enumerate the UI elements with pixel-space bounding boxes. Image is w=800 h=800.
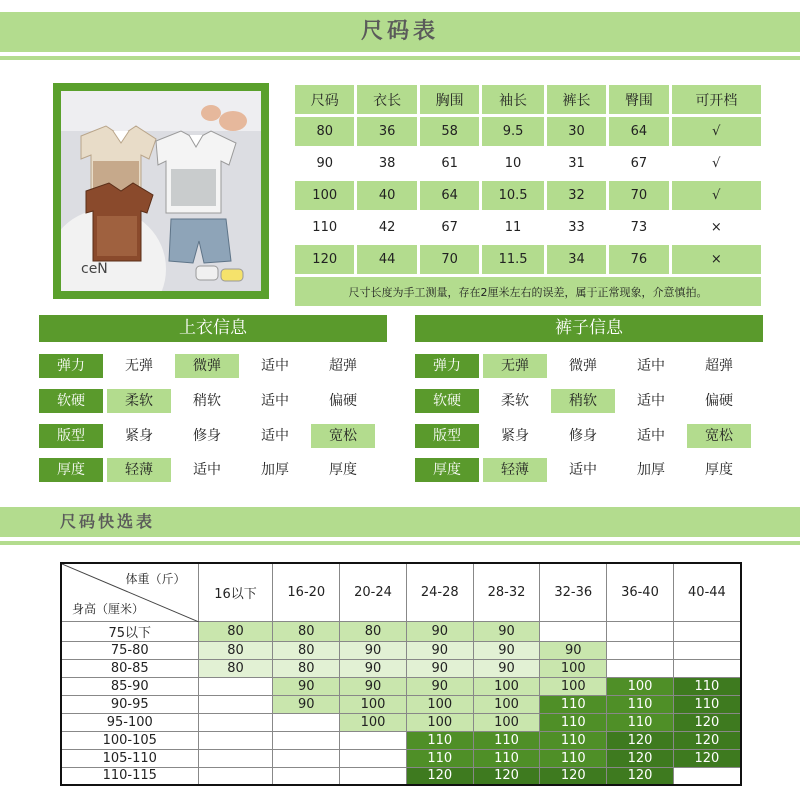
height-row-label: 90-95 (61, 695, 198, 713)
size-table (292, 82, 764, 309)
size-recommendation-cell: 100 (340, 695, 407, 713)
size-recommendation-cell: 90 (406, 621, 473, 641)
size-recommendation-cell: 90 (473, 641, 540, 659)
size-recommendation-cell (273, 731, 340, 749)
size-table-cell: 36 (357, 117, 416, 146)
attribute-option: 紧身 (125, 428, 153, 444)
size-recommendation-cell (198, 713, 273, 731)
size-recommendation-cell (198, 695, 273, 713)
size-table-cell: 58 (420, 117, 479, 146)
attribute-option: 适中 (261, 393, 289, 409)
size-table-cell: 34 (547, 245, 606, 274)
height-row-label: 75-80 (61, 641, 198, 659)
attribute-option: 厚度 (329, 462, 357, 478)
size-recommendation-cell: 100 (540, 659, 607, 677)
size-table-cell: 120 (295, 245, 354, 274)
size-table-cell: 70 (420, 245, 479, 274)
size-table-header-cell: 袖长 (482, 85, 543, 114)
size-recommendation-cell: 120 (673, 731, 741, 749)
top-info-row (39, 458, 375, 482)
quick-select-row (61, 767, 741, 785)
size-recommendation-cell: 110 (540, 731, 607, 749)
attribute-label: 弹力 (415, 354, 479, 378)
attribute-option: 无弹 (483, 354, 547, 378)
height-row-label: 95-100 (61, 713, 198, 731)
pants-info-title: 裤子信息 (415, 315, 763, 342)
size-recommendation-cell: 100 (473, 713, 540, 731)
attribute-option: 适中 (637, 358, 665, 374)
size-table-cell: 76 (609, 245, 668, 274)
height-row-label: 100-105 (61, 731, 198, 749)
size-recommendation-cell (607, 621, 674, 641)
quick-select-corner (61, 563, 198, 621)
pants-info-row (415, 458, 751, 482)
quick-select-row (61, 749, 741, 767)
attribute-option: 修身 (193, 428, 221, 444)
pants-info-row (415, 389, 751, 413)
size-recommendation-cell: 110 (540, 749, 607, 767)
size-recommendation-cell: 80 (273, 621, 340, 641)
attribute-option: 超弹 (705, 358, 733, 374)
size-recommendation-cell: 110 (406, 749, 473, 767)
size-table-cell: 64 (609, 117, 668, 146)
size-recommendation-cell: 90 (406, 641, 473, 659)
title-underline (0, 56, 800, 60)
quick-select-table (60, 562, 742, 786)
attribute-option: 无弹 (125, 358, 153, 374)
size-table-cell: 40 (357, 181, 416, 210)
size-recommendation-cell: 80 (198, 621, 273, 641)
size-recommendation-cell: 90 (273, 695, 340, 713)
size-recommendation-cell (273, 713, 340, 731)
size-table-cell: 42 (357, 213, 416, 242)
attribute-option: 轻薄 (107, 458, 171, 482)
size-table-header-cell: 可开档 (672, 85, 761, 114)
size-table-cell: 70 (609, 181, 668, 210)
size-recommendation-cell: 100 (473, 695, 540, 713)
size-table-cell: 32 (547, 181, 606, 210)
weight-column-header: 40-44 (673, 563, 741, 621)
size-table-cell: 44 (357, 245, 416, 274)
size-table-header-cell: 胸围 (420, 85, 479, 114)
size-recommendation-cell (273, 749, 340, 767)
size-table-row (295, 181, 761, 210)
size-recommendation-cell: 110 (406, 731, 473, 749)
size-recommendation-cell: 110 (673, 677, 741, 695)
size-recommendation-cell: 100 (473, 677, 540, 695)
size-table-cell: 67 (609, 149, 668, 178)
size-table-cell: 10.5 (482, 181, 543, 210)
height-axis-label: 身高（厘米） (72, 601, 145, 616)
size-recommendation-cell: 90 (340, 677, 407, 695)
attribute-option: 加厚 (637, 462, 665, 478)
size-recommendation-cell (673, 767, 741, 785)
attribute-option: 微弹 (569, 358, 597, 374)
attribute-option: 宽松 (687, 424, 751, 448)
size-table-cell: 110 (295, 213, 354, 242)
size-recommendation-cell: 120 (473, 767, 540, 785)
attribute-option: 适中 (261, 358, 289, 374)
size-recommendation-cell: 90 (273, 677, 340, 695)
size-recommendation-cell (340, 767, 407, 785)
size-table-note: 尺寸长度为手工测量，存在2厘米左右的误差，属于正常现象，介意慎拍。 (295, 277, 761, 306)
size-recommendation-cell: 110 (673, 695, 741, 713)
size-recommendation-cell: 120 (540, 767, 607, 785)
attribute-option: 宽松 (311, 424, 375, 448)
size-recommendation-cell (273, 767, 340, 785)
size-table-cell: √ (672, 181, 761, 210)
size-recommendation-cell: 110 (473, 749, 540, 767)
size-recommendation-cell: 110 (607, 713, 674, 731)
product-photo (61, 91, 261, 291)
size-recommendation-cell: 120 (607, 749, 674, 767)
attribute-option: 适中 (261, 428, 289, 444)
size-recommendation-cell: 110 (607, 695, 674, 713)
quick-select-row (61, 659, 741, 677)
size-recommendation-cell: 120 (406, 767, 473, 785)
size-recommendation-cell: 90 (340, 641, 407, 659)
weight-column-header: 16以下 (198, 563, 273, 621)
size-recommendation-cell: 120 (673, 749, 741, 767)
size-table-cell: 67 (420, 213, 479, 242)
size-recommendation-cell (607, 641, 674, 659)
weight-column-header: 24-28 (406, 563, 473, 621)
attribute-label: 厚度 (415, 458, 479, 482)
weight-column-header: 36-40 (607, 563, 674, 621)
quick-select-row (61, 641, 741, 659)
quick-select-row (61, 621, 741, 641)
attribute-option: 稍软 (193, 393, 221, 409)
top-info-row (39, 354, 375, 378)
height-row-label: 85-90 (61, 677, 198, 695)
attribute-label: 软硬 (39, 389, 103, 413)
attribute-option: 偏硬 (329, 393, 357, 409)
size-table-cell: 9.5 (482, 117, 543, 146)
size-table-header-cell: 臀围 (609, 85, 668, 114)
size-table-cell: 73 (609, 213, 668, 242)
weight-column-header: 32-36 (540, 563, 607, 621)
size-recommendation-cell (340, 749, 407, 767)
size-recommendation-cell: 90 (540, 641, 607, 659)
attribute-label: 版型 (39, 424, 103, 448)
attribute-option: 厚度 (705, 462, 733, 478)
quick-select-row (61, 695, 741, 713)
attribute-option: 适中 (637, 428, 665, 444)
size-table-cell: 11 (482, 213, 543, 242)
size-recommendation-cell: 100 (340, 713, 407, 731)
size-recommendation-cell (673, 641, 741, 659)
quick-select-underline (0, 541, 800, 545)
size-table-cell: 90 (295, 149, 354, 178)
attribute-option: 紧身 (501, 428, 529, 444)
quick-select-title: 尺码快选表 (60, 512, 156, 531)
height-row-label: 110-115 (61, 767, 198, 785)
attribute-option: 柔软 (501, 393, 529, 409)
size-table-cell: 30 (547, 117, 606, 146)
size-recommendation-cell (607, 659, 674, 677)
quick-select-row (61, 713, 741, 731)
size-table-cell: 11.5 (482, 245, 543, 274)
size-table-cell: 61 (420, 149, 479, 178)
pants-info-row (415, 354, 751, 378)
attribute-option: 加厚 (261, 462, 289, 478)
product-photo-frame (53, 83, 269, 299)
size-table-cell: √ (672, 149, 761, 178)
weight-column-header: 28-32 (473, 563, 540, 621)
height-row-label: 80-85 (61, 659, 198, 677)
photo-sign-text: ceN (81, 261, 108, 277)
size-table-row (295, 117, 761, 146)
size-recommendation-cell: 90 (406, 677, 473, 695)
size-recommendation-cell (198, 731, 273, 749)
size-recommendation-cell (340, 731, 407, 749)
size-table-cell: 64 (420, 181, 479, 210)
size-recommendation-cell (198, 749, 273, 767)
page-title: 尺码表 (360, 19, 439, 44)
quick-select-row (61, 677, 741, 695)
size-recommendation-cell: 120 (607, 767, 674, 785)
size-table-cell: 31 (547, 149, 606, 178)
top-info-row (39, 424, 375, 448)
attribute-option: 适中 (637, 393, 665, 409)
size-table-row (295, 245, 761, 274)
size-table-cell: 33 (547, 213, 606, 242)
size-recommendation-cell: 90 (473, 621, 540, 641)
weight-column-header: 16-20 (273, 563, 340, 621)
size-table-cell: × (672, 245, 761, 274)
size-recommendation-cell: 80 (198, 641, 273, 659)
attribute-option: 超弹 (329, 358, 357, 374)
size-table-header-cell: 衣长 (357, 85, 416, 114)
size-table-cell: 10 (482, 149, 543, 178)
attribute-option: 稍软 (551, 389, 615, 413)
attribute-option: 轻薄 (483, 458, 547, 482)
size-recommendation-cell (198, 767, 273, 785)
attribute-option: 柔软 (107, 389, 171, 413)
size-table-header-cell: 裤长 (547, 85, 606, 114)
attribute-option: 偏硬 (705, 393, 733, 409)
pants-info-row (415, 424, 751, 448)
height-row-label: 75以下 (61, 621, 198, 641)
size-recommendation-cell (540, 621, 607, 641)
size-recommendation-cell: 110 (540, 713, 607, 731)
size-recommendation-cell: 120 (673, 713, 741, 731)
size-recommendation-cell (198, 677, 273, 695)
attribute-label: 软硬 (415, 389, 479, 413)
size-recommendation-cell: 80 (273, 641, 340, 659)
attribute-label: 版型 (415, 424, 479, 448)
size-recommendation-cell: 100 (406, 695, 473, 713)
size-recommendation-cell: 100 (607, 677, 674, 695)
size-recommendation-cell: 80 (198, 659, 273, 677)
size-table-header-cell: 尺码 (295, 85, 354, 114)
size-table-cell: √ (672, 117, 761, 146)
size-table-row (295, 149, 761, 178)
quick-select-row (61, 731, 741, 749)
size-recommendation-cell: 90 (473, 659, 540, 677)
size-table-cell: × (672, 213, 761, 242)
size-recommendation-cell (673, 621, 741, 641)
size-recommendation-cell: 90 (340, 659, 407, 677)
top-info-row (39, 389, 375, 413)
size-recommendation-cell: 120 (607, 731, 674, 749)
size-recommendation-cell: 90 (406, 659, 473, 677)
weight-axis-label: 体重（斤） (125, 572, 186, 586)
attribute-label: 弹力 (39, 354, 103, 378)
size-recommendation-cell: 80 (273, 659, 340, 677)
size-recommendation-cell: 100 (540, 677, 607, 695)
size-recommendation-cell (673, 659, 741, 677)
size-recommendation-cell: 100 (406, 713, 473, 731)
attribute-option: 适中 (569, 462, 597, 478)
size-table-cell: 38 (357, 149, 416, 178)
quick-select-header (61, 563, 741, 621)
size-recommendation-cell: 110 (473, 731, 540, 749)
height-row-label: 105-110 (61, 749, 198, 767)
attribute-option: 适中 (193, 462, 221, 478)
size-recommendation-cell: 80 (340, 621, 407, 641)
attribute-label: 厚度 (39, 458, 103, 482)
weight-column-header: 20-24 (340, 563, 407, 621)
size-table-row (295, 213, 761, 242)
size-table-header (295, 85, 761, 114)
size-recommendation-cell: 110 (540, 695, 607, 713)
attribute-option: 修身 (569, 428, 597, 444)
size-table-cell: 80 (295, 117, 354, 146)
top-info-title: 上衣信息 (39, 315, 387, 342)
attribute-option: 微弹 (175, 354, 239, 378)
size-table-cell: 100 (295, 181, 354, 210)
